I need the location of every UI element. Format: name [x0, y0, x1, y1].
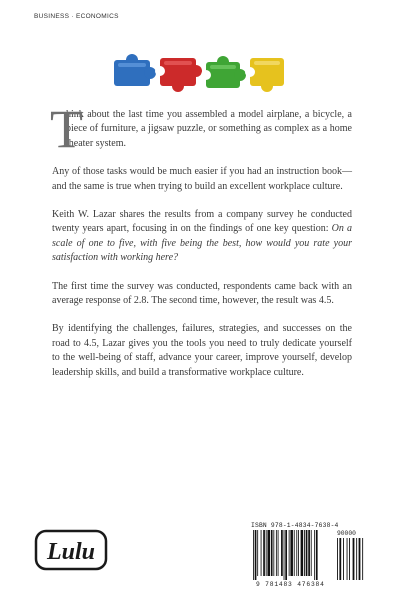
paragraph-survey-lead: Keith W. Lazar shares the results from a company survey he conducted twenty years apart, focusing in on the findings of one key question:: [52, 209, 352, 235]
drop-cap: T: [50, 99, 83, 159]
paragraph-conclusion: By identifying the challenges, failures, strategies, and successes on the road to 4.5, Lazar gives you the tools you need to truly dedicate yourself to the well-being of staff, advance your career, improve yourself, develop leadership skills, and build a transformative workplace culture.: [52, 323, 352, 378]
jigsaw-puzzle-pieces-illustration: [110, 52, 290, 92]
category-label: BUSINESS · ECONOMICS: [34, 13, 119, 20]
barcode-digits: 9 781483 476384: [256, 581, 325, 588]
survey-question: On a scale of one to five, with five being the best, how would you rate your satisfaction with working here?: [52, 223, 352, 264]
barcode: [251, 530, 366, 582]
back-cover-description: [50, 99, 352, 394]
paragraph-survey: [52, 208, 352, 266]
paragraph-intro: [50, 99, 352, 159]
puzzle-piece-red: [155, 58, 202, 92]
isbn-text: ISBN 978-1-4834-7638-4: [251, 522, 339, 529]
paragraph-intro-text: hink about the last time you assembled a model airplane, a bicycle, a piece of furniture, a jigsaw puzzle, or something as complex as a home theater system.: [66, 109, 352, 149]
paragraph-results: The first time the survey was conducted, respondents came back with an average response of 2.8. The second time, however, the result was 4.5.: [52, 280, 352, 307]
paragraph-instruction-book: Any of those tasks would be much easier if you had an instruction book—and the same is true when trying to build an excellent workplace culture.: [52, 166, 352, 192]
puzzle-piece-yellow: [245, 58, 284, 92]
lulu-logo-text: Lulu: [46, 539, 96, 565]
price-code: 90000: [337, 530, 356, 537]
lulu-logo: [34, 527, 108, 571]
puzzle-piece-blue: [114, 54, 156, 86]
puzzle-piece-green: [201, 56, 246, 88]
